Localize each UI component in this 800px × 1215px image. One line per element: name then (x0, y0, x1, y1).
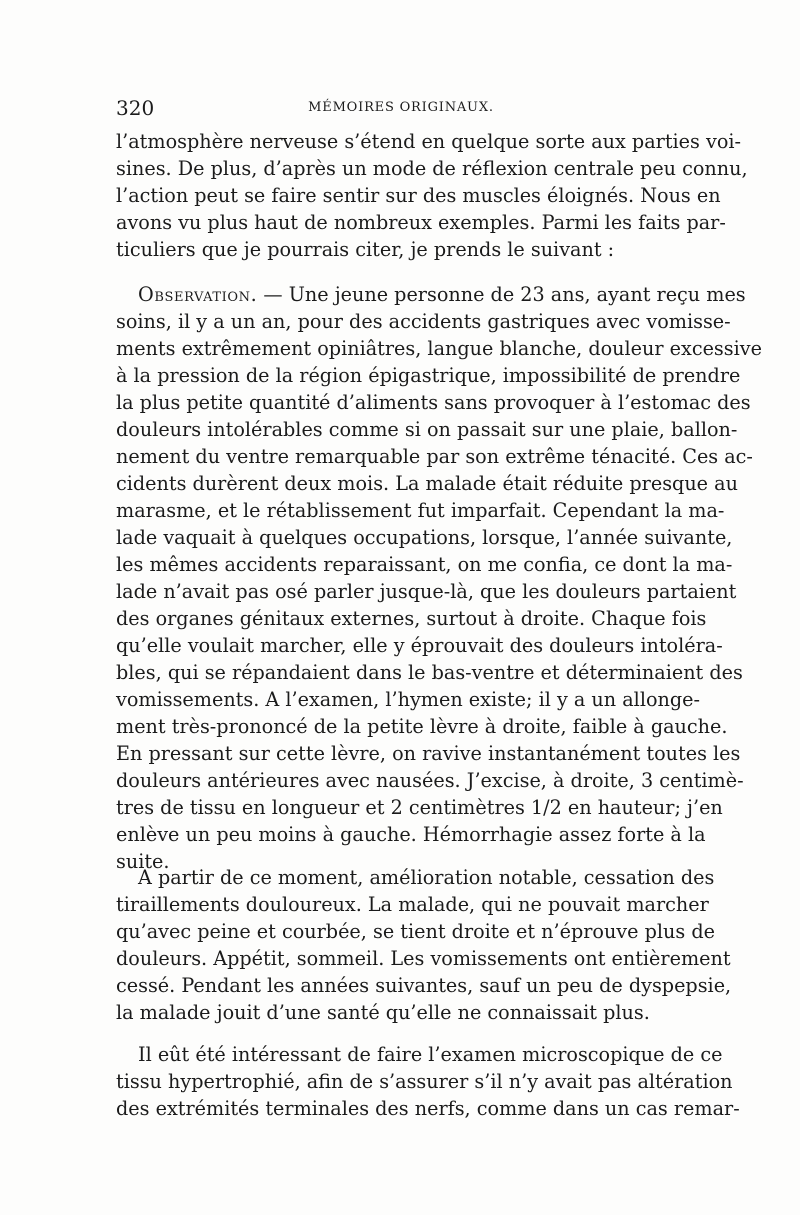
text-line: avons vu plus haut de nombreux exemples. Parmi les faits par- (116, 211, 726, 234)
text-line: ment très-prononcé de la petite lèvre à droite, faible à gauche. (116, 715, 728, 738)
text-line: tres de tissu en longueur et 2 centimètres 1/2 en hauteur; j’en (116, 796, 723, 819)
text-line: A partir de ce moment, amélioration notable, cessation des (138, 866, 715, 889)
text-line: la plus petite quantité d’aliments sans provoquer à l’estomac des (116, 391, 751, 414)
text-line: douleurs. Appétit, sommeil. Les vomissements ont entièrement (116, 947, 731, 970)
text-line: douleurs antérieures avec nausées. J’excise, à droite, 3 centimè- (116, 769, 744, 792)
text-line: tissu hypertrophié, afin de s’assurer s’il n’y avait pas altération (116, 1070, 733, 1093)
text-line: cidents durèrent deux mois. La malade était réduite presque au (116, 472, 738, 495)
text-line: ments extrêmement opiniâtres, langue blanche, douleur excessive (116, 337, 762, 360)
text-line: ticuliers que je pourrais citer, je prends le suivant : (116, 238, 615, 261)
text-line: des organes génitaux externes, surtout à droite. Chaque fois (116, 607, 707, 630)
text-line: l’action peut se faire sentir sur des muscles éloignés. Nous en (116, 184, 721, 207)
text-line: qu’avec peine et courbée, se tient droite et n’éprouve plus de (116, 920, 715, 943)
text-line: enlève un peu moins à gauche. Hémorrhagie assez forte à la (116, 823, 706, 846)
paragraph-4 (116, 1041, 740, 1122)
text-line: marasme, et le rétablissement fut imparfait. Cependant la ma- (116, 499, 725, 522)
text-line: cessé. Pendant les années suivantes, sauf un peu de dyspepsie, (116, 974, 732, 997)
text-line: nement du ventre remarquable par son extrême ténacité. Ces ac- (116, 445, 753, 468)
paragraph-1 (116, 128, 748, 263)
page-number: 320 (116, 96, 155, 120)
text-line: suite. (116, 850, 170, 873)
text-line: des extrémités terminales des nerfs, comme dans un cas remar- (116, 1097, 740, 1120)
text-line: bles, qui se répandaient dans le bas-ventre et déterminaient des (116, 661, 743, 684)
text-line: soins, il y a un an, pour des accidents gastriques avec vomisse- (116, 310, 731, 333)
text-line: vomissements. A l’examen, l’hymen existe; il y a un allonge- (116, 688, 700, 711)
page-header (116, 96, 686, 120)
text-line: à la pression de la région épigastrique, impossibilité de prendre (116, 364, 741, 387)
text-line: tiraillements douloureux. La malade, qui ne pouvait marcher (116, 893, 709, 916)
text-line: Il eût été intéressant de faire l’examen microscopique de ce (138, 1043, 723, 1066)
text-line: les mêmes accidents reparaissant, on me confia, ce dont la ma- (116, 553, 733, 576)
observation-first-line (116, 281, 746, 308)
text-line: lade vaquait à quelques occupations, lorsque, l’année suivante, (116, 526, 733, 549)
text-line: l’atmosphère nerveuse s’étend en quelque sorte aux parties voi- (116, 130, 741, 153)
text-line: qu’elle voulait marcher, elle y éprouvait des douleurs intoléra- (116, 634, 723, 657)
observation-first-line-text: — Une jeune personne de 23 ans, ayant reçu mes (257, 283, 746, 306)
running-head: MÉMOIRES ORIGINAUX. (308, 100, 494, 115)
paragraph-3 (116, 864, 732, 1026)
text-line: la malade jouit d’une santé qu’elle ne connaissait plus. (116, 1001, 650, 1024)
text-line: lade n’avait pas osé parler jusque-là, que les douleurs partaient (116, 580, 737, 603)
observation-heading: Observation. (138, 283, 258, 306)
text-line: En pressant sur cette lèvre, on ravive instantanément toutes les (116, 742, 741, 765)
text-line: sines. De plus, d’après un mode de réflexion centrale peu connu, (116, 157, 748, 180)
observation-paragraph (116, 281, 762, 875)
text-line: douleurs intolérables comme si on passait sur une plaie, ballon- (116, 418, 738, 441)
